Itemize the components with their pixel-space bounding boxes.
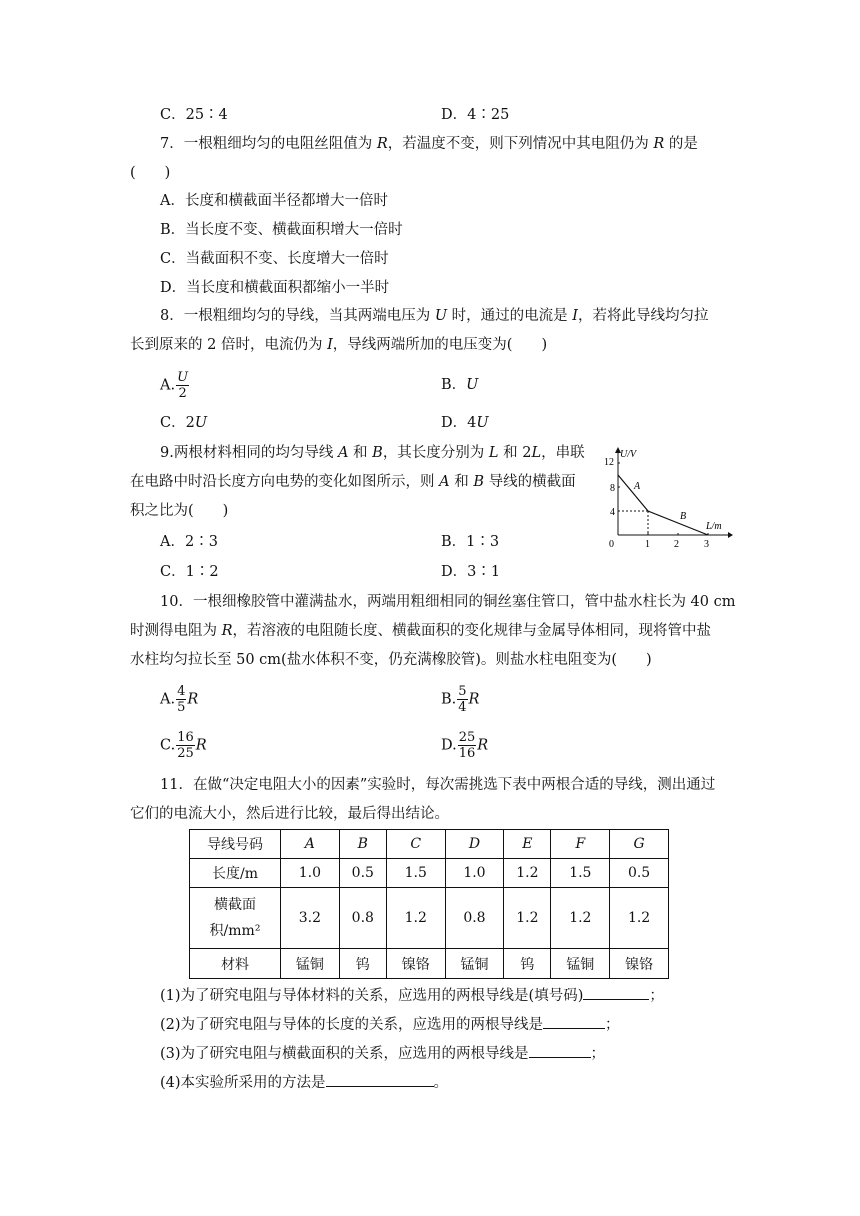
q7-option-a: A．长度和横截面半径都增大一倍时 (160, 193, 388, 209)
q6-option-d: D．4∶25 (441, 107, 510, 123)
q7-option-d: D．当长度和横截面积都缩小一半时 (160, 280, 390, 296)
table-cell: E (504, 830, 551, 859)
table-header: 长度/m (190, 859, 281, 888)
segment-label-b: B (680, 511, 687, 522)
table-header: 横截面 积/mm² (190, 888, 281, 949)
q7-stem-line1: 7．一根粗细均匀的电阻丝阻值为 R，若温度不变，则下列情况中其电阻仍为 R 的是 (160, 136, 698, 152)
table-cell: 1.0 (445, 859, 504, 888)
x-axis-label: L/m (706, 521, 722, 532)
x-tick-label: 3 (704, 539, 709, 550)
table-cell: B (339, 830, 386, 859)
q8-option-c: C．2U (160, 415, 208, 431)
q8-stem-line1: 8．一根粗细均匀的导线，当其两端电压为 U 时，通过的电流是 I，若将此导线均匀拉 (160, 308, 709, 324)
q9-option-c: C．1∶2 (160, 564, 219, 580)
q10-option-a: A. $\frac{4}{5}$ R (160, 684, 199, 715)
y-tick-label: 8 (610, 483, 615, 494)
table-cell: 锰铜 (281, 949, 340, 979)
x-tick-label: 1 (645, 539, 650, 550)
q7-bracket: ( ) (130, 165, 171, 181)
table-cell: 0.5 (339, 859, 386, 888)
table-cell: 1.2 (504, 888, 551, 949)
q11-stem-line1: 11．在做“决定电阻大小的因素”实验时，每次需挑选下表中两根合适的导线，测出通过 (160, 777, 716, 793)
potential-graph (600, 445, 735, 550)
table-cell: 镍铬 (610, 949, 669, 979)
q8-option-b: B．U (441, 377, 479, 393)
table-cell: C (386, 830, 445, 859)
table-cell: D (445, 830, 504, 859)
q11-part3: (3)为了研究电阻与横截面积的关系，应选用的两根导线是 ； (160, 1043, 605, 1064)
table-cell: 1.2 (386, 888, 445, 949)
q8-option-d: D．4U (441, 415, 489, 431)
table-cell: 锰铜 (551, 949, 610, 979)
table-cell: 0.5 (610, 859, 669, 888)
y-tick-label: 4 (610, 507, 615, 518)
table-cell: G (610, 830, 669, 859)
q9-stem-line2: 在电路中时沿长度方向电势的变化如图所示，则 A 和 B 导线的横截面 (130, 474, 576, 490)
q10-option-c: C. $\frac{16}{25}$ R (160, 730, 207, 761)
table-row (190, 949, 669, 979)
y-axis-label: U/V (620, 449, 637, 460)
table-cell: F (551, 830, 610, 859)
table-cell: 锰铜 (445, 949, 504, 979)
table-header: 导线号码 (190, 830, 281, 859)
answer-blank[interactable] (583, 985, 649, 1000)
table-cell: 1.5 (551, 859, 610, 888)
table-cell: 钨 (339, 949, 386, 979)
q9-option-a: A．2∶3 (160, 534, 218, 550)
potential-line (618, 475, 708, 535)
q6-option-c: C．25∶4 (160, 107, 228, 123)
table-cell: 1.2 (610, 888, 669, 949)
q11-part2: (2)为了研究电阻与导体的长度的关系，应选用的两根导线是 ； (160, 1014, 620, 1035)
q8-stem-line2: 长到原来的 2 倍时，电流仍为 I，导线两端所加的电压变为( ) (130, 337, 548, 353)
q11-stem-line2: 它们的电流大小，然后进行比较，最后得出结论。 (130, 806, 449, 822)
q9-option-b: B．1∶3 (441, 534, 500, 550)
wire-table (189, 829, 669, 979)
q10-option-b: B. $\frac{5}{4}$ R (441, 684, 480, 715)
q10-option-d: D. $\frac{25}{16}$ R (441, 730, 489, 761)
q10-stem-line2: 时测得电阻为 R，若溶液的电阻随长度、横截面积的变化规律与金属导体相同，现将管中盐 (130, 623, 712, 639)
table-cell: 1.0 (281, 859, 340, 888)
x-tick-label: 2 (674, 539, 679, 550)
table-row (190, 888, 669, 949)
q8-option-a: A. $\frac{U}{2}$ (160, 370, 189, 401)
segment-label-a: A (634, 481, 641, 492)
x-axis-arrow (728, 532, 733, 538)
answer-blank[interactable] (529, 1043, 591, 1058)
table-header: 材料 (190, 949, 281, 979)
q10-stem-line1: 10．一根细橡胶管中灌满盐水，两端用粗细相同的铜丝塞住管口，管中盐水柱长为 40 cm (160, 594, 736, 610)
table-cell: 1.2 (551, 888, 610, 949)
table-cell: 钨 (504, 949, 551, 979)
table-cell: A (281, 830, 340, 859)
q11-part1: (1)为了研究电阻与导体材料的关系，应选用的两根导线是(填号码) ； (160, 985, 664, 1006)
q9-stem-line3: 积之比为( ) (130, 503, 229, 519)
table-cell: 3.2 (281, 888, 340, 949)
answer-blank[interactable] (543, 1014, 605, 1029)
q7-option-b: B．当长度不变、横截面积增大一倍时 (160, 222, 403, 238)
table-cell: 1.2 (504, 859, 551, 888)
q9-stem-line1: 9.两根材料相同的均匀导线 A 和 B，其长度分别为 L 和 2L，串联 (160, 445, 585, 461)
q11-part4: (4)本实验所采用的方法是 。 (160, 1072, 448, 1093)
answer-blank[interactable] (326, 1072, 434, 1087)
table-cell: 0.8 (339, 888, 386, 949)
table-cell: 1.5 (386, 859, 445, 888)
table-row (190, 830, 669, 859)
table-cell: 镍铬 (386, 949, 445, 979)
q10-stem-line3: 水柱均匀拉长至 50 cm(盐水体积不变，仍充满橡胶管)。则盐水柱电阻变为( ) (130, 652, 652, 668)
q7-option-c: C．当截面积不变、长度增大一倍时 (160, 251, 389, 267)
y-tick-label: 12 (604, 457, 614, 468)
x-tick-label: 0 (609, 539, 614, 550)
table-row (190, 859, 669, 888)
q9-option-d: D．3∶1 (441, 564, 501, 580)
table-cell: 0.8 (445, 888, 504, 949)
